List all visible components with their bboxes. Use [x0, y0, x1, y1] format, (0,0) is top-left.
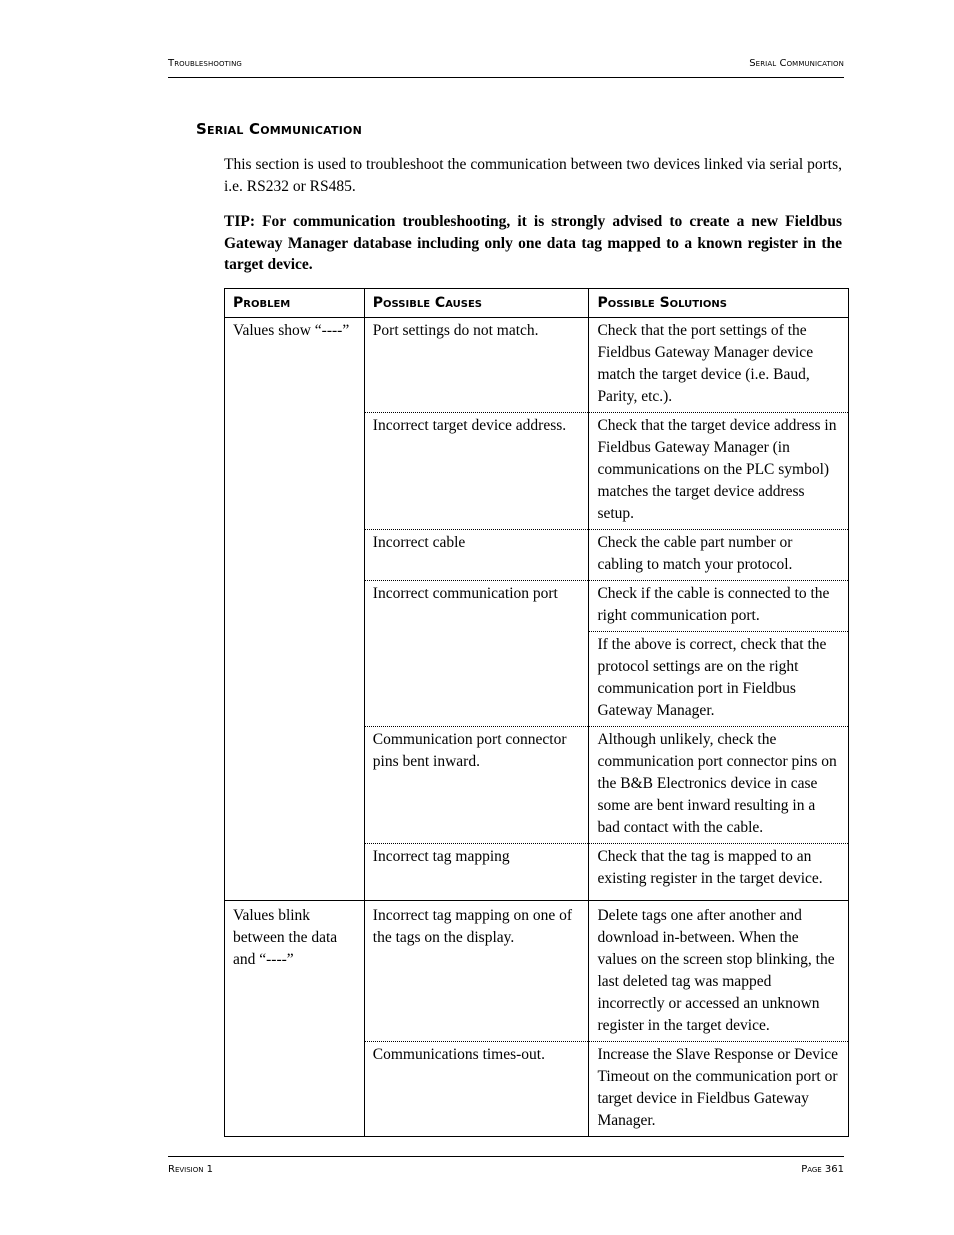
- column-header-solutions: Possible Solutions: [589, 289, 849, 318]
- cause-cell: Incorrect tag mapping on one of the tags on the display.: [364, 901, 589, 1042]
- solution-cell: Increase the Slave Response or Device Timeout on the communication port or target device in Fieldbus Gateway Manager.: [589, 1042, 849, 1137]
- problem-cell: Values show “----”: [225, 318, 365, 901]
- cause-cell: Port settings do not match.: [364, 318, 589, 413]
- header-section: Serial Communication: [749, 58, 844, 69]
- solution-cell: Check that the tag is mapped to an existing register in the target device.: [589, 844, 849, 901]
- footer-revision: Revision 1: [168, 1164, 214, 1175]
- solution-cell: Check the cable part number or cabling to match your protocol.: [589, 530, 849, 581]
- running-footer: [168, 1156, 844, 1177]
- cause-cell: Incorrect target device address.: [364, 413, 589, 530]
- solution-cell: Delete tags one after another and download in-between. When the values on the screen stop blinking, the last deleted tag was mapped incorrectly or accessed an unknown register in the target device.: [589, 901, 849, 1042]
- cause-cell: Communication port connector pins bent inward.: [364, 727, 589, 844]
- solution-cell: Check that the port settings of the Fieldbus Gateway Manager device match the target device (i.e. Baud, Parity, etc.).: [589, 318, 849, 413]
- solution-cell: Check that the target device address in Fieldbus Gateway Manager (in communications on the PLC symbol) matches the target device address setup.: [589, 413, 849, 530]
- solution-cell: If the above is correct, check that the protocol settings are on the right communication port in Fieldbus Gateway Manager.: [589, 632, 849, 727]
- cause-cell: Incorrect tag mapping: [364, 844, 589, 901]
- problem-cell: Values blink between the data and “----”: [225, 901, 365, 1137]
- table-header-row: [225, 289, 849, 318]
- column-header-causes: Possible Causes: [364, 289, 589, 318]
- intro-paragraph: This section is used to troubleshoot the communication between two devices linked via serial ports, i.e. RS232 or RS485.: [224, 156, 842, 195]
- tip-paragraph: TIP: For communication troubleshooting, it is strongly advised to create a new Fieldbus Gateway Manager database including only one data tag mapped to a known register in the target device.: [224, 213, 842, 273]
- column-header-problem: Problem: [225, 289, 365, 318]
- table-row: [225, 318, 849, 413]
- header-chapter: Troubleshooting: [168, 58, 242, 69]
- cause-cell: Communications times-out.: [364, 1042, 589, 1137]
- footer-page-number: Page 361: [801, 1164, 844, 1175]
- table-row: [225, 901, 849, 1042]
- solution-cell: Although unlikely, check the communication port connector pins on the B&B Electronics device in case some are bent inward resulting in a bad contact with the cable.: [589, 727, 849, 844]
- cause-cell: Incorrect communication port: [364, 581, 589, 727]
- section-title: Serial Communication: [196, 120, 362, 138]
- running-header: [168, 56, 844, 78]
- solution-cell: Check if the cable is connected to the right communication port.: [589, 581, 849, 632]
- troubleshooting-table: [224, 288, 849, 1137]
- cause-cell: Incorrect cable: [364, 530, 589, 581]
